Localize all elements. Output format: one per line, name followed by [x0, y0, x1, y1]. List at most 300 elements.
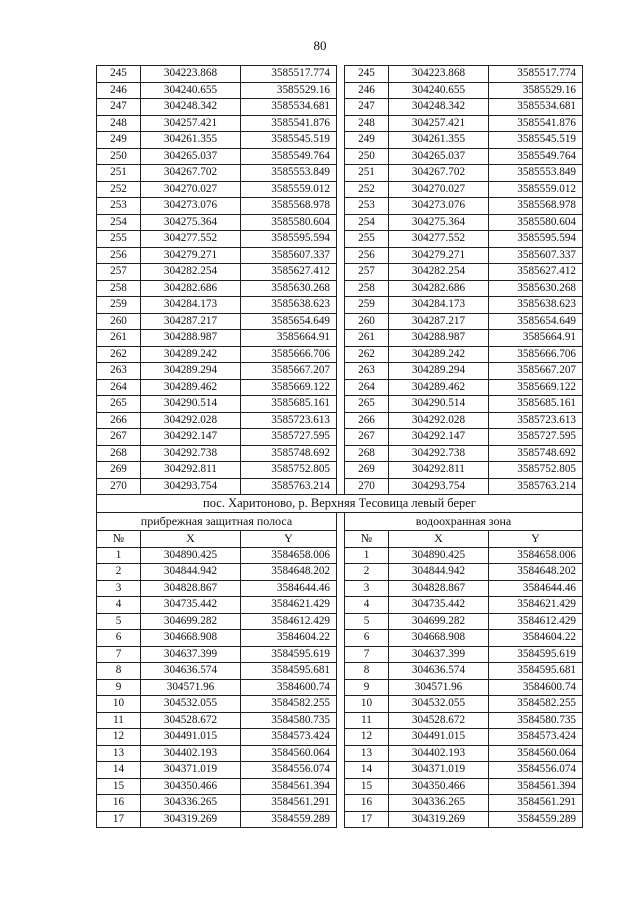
- point-number-left: 263: [97, 363, 141, 380]
- y-coordinate-left: 3585763.214: [241, 478, 337, 495]
- x-coordinate-left: 304288.987: [141, 330, 241, 347]
- point-number-left: 256: [97, 247, 141, 264]
- table-row: [97, 580, 583, 597]
- x-coordinate-right: 304287.217: [389, 313, 489, 330]
- x-coordinate-left: 304699.282: [141, 613, 241, 630]
- table-row: [97, 564, 583, 581]
- point-number-right: 255: [345, 231, 389, 248]
- y-coordinate-left: 3584644.46: [241, 580, 337, 597]
- point-number-right: 7: [345, 646, 389, 663]
- y-coordinate-right: 3585534.681: [489, 99, 583, 116]
- point-number-right: 266: [345, 412, 389, 429]
- point-number-left: 246: [97, 82, 141, 99]
- x-coordinate-left: 304292.738: [141, 445, 241, 462]
- point-number-left: 247: [97, 99, 141, 116]
- y-coordinate-right: 3585685.161: [489, 396, 583, 413]
- y-coordinate-right: 3584658.006: [489, 547, 583, 564]
- x-coordinate-left: 304319.269: [141, 811, 241, 828]
- table-row: [97, 148, 583, 165]
- point-number-left: 8: [97, 663, 141, 680]
- point-number-left: 270: [97, 478, 141, 495]
- y-coordinate-left: 3584559.289: [241, 811, 337, 828]
- header-y-left: Y: [241, 531, 337, 548]
- coordinates-table: [96, 65, 583, 828]
- point-number-right: 6: [345, 630, 389, 647]
- x-coordinate-left: 304571.96: [141, 679, 241, 696]
- table-row: [97, 280, 583, 297]
- y-coordinate-right: 3585763.214: [489, 478, 583, 495]
- y-coordinate-right: 3585669.122: [489, 379, 583, 396]
- page-number: 80: [313, 38, 327, 53]
- x-coordinate-left: 304292.028: [141, 412, 241, 429]
- point-number-left: 252: [97, 181, 141, 198]
- x-coordinate-left: 304257.421: [141, 115, 241, 132]
- point-number-right: 248: [345, 115, 389, 132]
- x-coordinate-left: 304290.514: [141, 396, 241, 413]
- point-number-right: 249: [345, 132, 389, 149]
- table-row: [97, 762, 583, 779]
- y-coordinate-left: 3585517.774: [241, 66, 337, 83]
- coordinates-sheet: [96, 65, 582, 828]
- x-coordinate-right: 304890.425: [389, 547, 489, 564]
- table-row: [97, 313, 583, 330]
- point-number-right: 262: [345, 346, 389, 363]
- x-coordinate-right: 304668.908: [389, 630, 489, 647]
- y-coordinate-left: 3585654.649: [241, 313, 337, 330]
- y-coordinate-right: 3584560.064: [489, 745, 583, 762]
- table-row: [97, 231, 583, 248]
- point-number-left: 7: [97, 646, 141, 663]
- point-number-left: 264: [97, 379, 141, 396]
- y-coordinate-right: 3585627.412: [489, 264, 583, 281]
- y-coordinate-right: 3584582.255: [489, 696, 583, 713]
- y-coordinate-left: 3585638.623: [241, 297, 337, 314]
- point-number-right: 8: [345, 663, 389, 680]
- x-coordinate-left: 304265.037: [141, 148, 241, 165]
- x-coordinate-left: 304844.942: [141, 564, 241, 581]
- x-coordinate-left: 304289.462: [141, 379, 241, 396]
- x-coordinate-right: 304637.399: [389, 646, 489, 663]
- point-number-right: 270: [345, 478, 389, 495]
- x-coordinate-right: 304844.942: [389, 564, 489, 581]
- point-number-right: 245: [345, 66, 389, 83]
- header-num-right: №: [345, 531, 389, 548]
- y-coordinate-left: 3584600.74: [241, 679, 337, 696]
- point-number-left: 6: [97, 630, 141, 647]
- y-coordinate-left: 3585595.594: [241, 231, 337, 248]
- point-number-left: 260: [97, 313, 141, 330]
- x-coordinate-right: 304402.193: [389, 745, 489, 762]
- x-coordinate-left: 304287.217: [141, 313, 241, 330]
- point-number-left: 11: [97, 712, 141, 729]
- y-coordinate-right: 3584580.735: [489, 712, 583, 729]
- y-coordinate-left: 3585559.012: [241, 181, 337, 198]
- point-number-right: 2: [345, 564, 389, 581]
- x-coordinate-left: 304528.672: [141, 712, 241, 729]
- x-coordinate-right: 304289.242: [389, 346, 489, 363]
- table-row: [97, 462, 583, 479]
- point-number-right: 15: [345, 778, 389, 795]
- y-coordinate-right: 3585559.012: [489, 181, 583, 198]
- y-coordinate-left: 3585549.764: [241, 148, 337, 165]
- x-coordinate-right: 304571.96: [389, 679, 489, 696]
- y-coordinate-right: 3584556.074: [489, 762, 583, 779]
- y-coordinate-right: 3585654.649: [489, 313, 583, 330]
- y-coordinate-left: 3584580.735: [241, 712, 337, 729]
- x-coordinate-right: 304282.686: [389, 280, 489, 297]
- table-row: [97, 363, 583, 380]
- point-number-left: 15: [97, 778, 141, 795]
- table-row: [97, 346, 583, 363]
- point-number-left: 16: [97, 795, 141, 812]
- y-coordinate-right: 3585541.876: [489, 115, 583, 132]
- y-coordinate-left: 3584556.074: [241, 762, 337, 779]
- x-coordinate-right: 304336.265: [389, 795, 489, 812]
- y-coordinate-left: 3584561.394: [241, 778, 337, 795]
- y-coordinate-left: 3584658.006: [241, 547, 337, 564]
- x-coordinate-left: 304284.173: [141, 297, 241, 314]
- x-coordinate-right: 304292.028: [389, 412, 489, 429]
- y-coordinate-right: 3585545.519: [489, 132, 583, 149]
- header-y-right: Y: [489, 531, 583, 548]
- x-coordinate-right: 304279.271: [389, 247, 489, 264]
- table-row: [97, 712, 583, 729]
- x-coordinate-right: 304735.442: [389, 597, 489, 614]
- x-coordinate-left: 304289.242: [141, 346, 241, 363]
- y-coordinate-left: 3584595.681: [241, 663, 337, 680]
- point-number-right: 267: [345, 429, 389, 446]
- table-row: [97, 181, 583, 198]
- x-coordinate-left: 304275.364: [141, 214, 241, 231]
- x-coordinate-left: 304277.552: [141, 231, 241, 248]
- point-number-left: 257: [97, 264, 141, 281]
- x-coordinate-left: 304336.265: [141, 795, 241, 812]
- point-number-left: 259: [97, 297, 141, 314]
- point-number-left: 255: [97, 231, 141, 248]
- x-coordinate-right: 304288.987: [389, 330, 489, 347]
- point-number-left: 1: [97, 547, 141, 564]
- point-number-left: 245: [97, 66, 141, 83]
- section-title: пос. Харитоново, р. Верхняя Тесовица левый берег: [97, 495, 583, 513]
- point-number-right: 10: [345, 696, 389, 713]
- table-row: [97, 412, 583, 429]
- y-coordinate-right: 3585667.207: [489, 363, 583, 380]
- table-row: [97, 445, 583, 462]
- y-coordinate-left: 3584595.619: [241, 646, 337, 663]
- y-coordinate-left: 3584561.291: [241, 795, 337, 812]
- point-number-left: 14: [97, 762, 141, 779]
- y-coordinate-right: 3585549.764: [489, 148, 583, 165]
- point-number-right: 9: [345, 679, 389, 696]
- point-number-left: 9: [97, 679, 141, 696]
- x-coordinate-right: 304248.342: [389, 99, 489, 116]
- x-coordinate-right: 304267.702: [389, 165, 489, 182]
- y-coordinate-right: 3584559.289: [489, 811, 583, 828]
- y-coordinate-left: 3585685.161: [241, 396, 337, 413]
- point-number-left: 13: [97, 745, 141, 762]
- y-coordinate-right: 3585517.774: [489, 66, 583, 83]
- table-row: [97, 613, 583, 630]
- y-coordinate-left: 3585529.16: [241, 82, 337, 99]
- y-coordinate-left: 3585630.268: [241, 280, 337, 297]
- x-coordinate-left: 304293.754: [141, 478, 241, 495]
- x-coordinate-right: 304293.754: [389, 478, 489, 495]
- x-coordinate-left: 304267.702: [141, 165, 241, 182]
- y-coordinate-right: 3584648.202: [489, 564, 583, 581]
- y-coordinate-right: 3584600.74: [489, 679, 583, 696]
- point-number-right: 250: [345, 148, 389, 165]
- table-row: [97, 679, 583, 696]
- point-number-left: 262: [97, 346, 141, 363]
- point-number-left: 254: [97, 214, 141, 231]
- y-coordinate-left: 3584621.429: [241, 597, 337, 614]
- point-number-left: 249: [97, 132, 141, 149]
- y-coordinate-right: 3585630.268: [489, 280, 583, 297]
- y-coordinate-left: 3585667.207: [241, 363, 337, 380]
- y-coordinate-right: 3584561.291: [489, 795, 583, 812]
- point-number-left: 3: [97, 580, 141, 597]
- y-coordinate-right: 3585595.594: [489, 231, 583, 248]
- point-number-left: 5: [97, 613, 141, 630]
- point-number-right: 263: [345, 363, 389, 380]
- x-coordinate-right: 304292.147: [389, 429, 489, 446]
- table-row: [97, 99, 583, 116]
- y-coordinate-right: 3584595.681: [489, 663, 583, 680]
- x-coordinate-right: 304284.173: [389, 297, 489, 314]
- y-coordinate-left: 3585669.122: [241, 379, 337, 396]
- y-coordinate-left: 3584612.429: [241, 613, 337, 630]
- table-row: [97, 778, 583, 795]
- y-coordinate-left: 3584582.255: [241, 696, 337, 713]
- point-number-left: 251: [97, 165, 141, 182]
- y-coordinate-left: 3585534.681: [241, 99, 337, 116]
- table-row: [97, 429, 583, 446]
- table-row: [97, 214, 583, 231]
- y-coordinate-right: 3584644.46: [489, 580, 583, 597]
- x-coordinate-left: 304240.655: [141, 82, 241, 99]
- point-number-right: 261: [345, 330, 389, 347]
- y-coordinate-left: 3585545.519: [241, 132, 337, 149]
- table-row: [97, 165, 583, 182]
- y-coordinate-left: 3584648.202: [241, 564, 337, 581]
- x-coordinate-right: 304528.672: [389, 712, 489, 729]
- x-coordinate-left: 304282.254: [141, 264, 241, 281]
- x-coordinate-left: 304828.867: [141, 580, 241, 597]
- y-coordinate-left: 3585752.805: [241, 462, 337, 479]
- x-coordinate-right: 304292.738: [389, 445, 489, 462]
- top-rows: [97, 66, 583, 495]
- table-row: [97, 264, 583, 281]
- y-coordinate-left: 3585553.849: [241, 165, 337, 182]
- y-coordinate-right: 3584561.394: [489, 778, 583, 795]
- x-coordinate-right: 304261.355: [389, 132, 489, 149]
- y-coordinate-left: 3585666.706: [241, 346, 337, 363]
- y-coordinate-right: 3585666.706: [489, 346, 583, 363]
- x-coordinate-left: 304292.147: [141, 429, 241, 446]
- table-row: [97, 696, 583, 713]
- point-number-left: 269: [97, 462, 141, 479]
- point-number-right: 246: [345, 82, 389, 99]
- point-number-right: 12: [345, 729, 389, 746]
- y-coordinate-right: 3584595.619: [489, 646, 583, 663]
- x-coordinate-left: 304491.015: [141, 729, 241, 746]
- x-coordinate-left: 304890.425: [141, 547, 241, 564]
- header-x-left: X: [141, 531, 241, 548]
- table-row: [97, 547, 583, 564]
- table-row: [97, 663, 583, 680]
- x-coordinate-left: 304735.442: [141, 597, 241, 614]
- table-row: [97, 729, 583, 746]
- section-header: [97, 495, 583, 548]
- point-number-right: 5: [345, 613, 389, 630]
- x-coordinate-right: 304699.282: [389, 613, 489, 630]
- header-x-right: X: [389, 531, 489, 548]
- x-coordinate-right: 304636.574: [389, 663, 489, 680]
- x-coordinate-right: 304290.514: [389, 396, 489, 413]
- x-coordinate-right: 304282.254: [389, 264, 489, 281]
- x-coordinate-right: 304240.655: [389, 82, 489, 99]
- table-row: [97, 66, 583, 83]
- y-coordinate-left: 3585541.876: [241, 115, 337, 132]
- x-coordinate-left: 304270.027: [141, 181, 241, 198]
- x-coordinate-right: 304223.868: [389, 66, 489, 83]
- y-coordinate-right: 3585748.692: [489, 445, 583, 462]
- point-number-right: 17: [345, 811, 389, 828]
- table-row: [97, 82, 583, 99]
- point-number-left: 250: [97, 148, 141, 165]
- x-coordinate-left: 304637.399: [141, 646, 241, 663]
- x-coordinate-right: 304275.364: [389, 214, 489, 231]
- table-row: [97, 646, 583, 663]
- y-coordinate-left: 3585664.91: [241, 330, 337, 347]
- point-number-right: 16: [345, 795, 389, 812]
- y-coordinate-right: 3585529.16: [489, 82, 583, 99]
- y-coordinate-left: 3584604.22: [241, 630, 337, 647]
- point-number-right: 268: [345, 445, 389, 462]
- point-number-right: 269: [345, 462, 389, 479]
- x-coordinate-right: 304265.037: [389, 148, 489, 165]
- x-coordinate-right: 304350.466: [389, 778, 489, 795]
- x-coordinate-right: 304371.019: [389, 762, 489, 779]
- table-row: [97, 396, 583, 413]
- table-row: [97, 745, 583, 762]
- point-number-left: 266: [97, 412, 141, 429]
- x-coordinate-right: 304828.867: [389, 580, 489, 597]
- y-coordinate-right: 3584604.22: [489, 630, 583, 647]
- column-headers: [97, 531, 583, 548]
- y-coordinate-right: 3585580.604: [489, 214, 583, 231]
- point-number-left: 265: [97, 396, 141, 413]
- point-number-right: 3: [345, 580, 389, 597]
- y-coordinate-left: 3585580.604: [241, 214, 337, 231]
- point-number-left: 17: [97, 811, 141, 828]
- point-number-left: 261: [97, 330, 141, 347]
- point-number-right: 4: [345, 597, 389, 614]
- y-coordinate-right: 3584621.429: [489, 597, 583, 614]
- bottom-rows: [97, 547, 583, 828]
- x-coordinate-right: 304532.055: [389, 696, 489, 713]
- table-row: [97, 597, 583, 614]
- y-coordinate-left: 3584573.424: [241, 729, 337, 746]
- point-number-right: 265: [345, 396, 389, 413]
- y-coordinate-left: 3585607.337: [241, 247, 337, 264]
- point-number-left: 248: [97, 115, 141, 132]
- point-number-right: 257: [345, 264, 389, 281]
- table-row: [97, 630, 583, 647]
- x-coordinate-left: 304668.908: [141, 630, 241, 647]
- x-coordinate-left: 304289.294: [141, 363, 241, 380]
- y-coordinate-right: 3585752.805: [489, 462, 583, 479]
- x-coordinate-right: 304257.421: [389, 115, 489, 132]
- y-coordinate-right: 3584612.429: [489, 613, 583, 630]
- x-coordinate-left: 304371.019: [141, 762, 241, 779]
- x-coordinate-left: 304636.574: [141, 663, 241, 680]
- y-coordinate-right: 3585723.613: [489, 412, 583, 429]
- right-zone-title: водоохранная зона: [345, 513, 583, 531]
- point-number-right: 260: [345, 313, 389, 330]
- point-number-left: 258: [97, 280, 141, 297]
- point-number-right: 1: [345, 547, 389, 564]
- y-coordinate-left: 3585727.595: [241, 429, 337, 446]
- table-row: [97, 330, 583, 347]
- table-row: [97, 811, 583, 828]
- point-number-right: 252: [345, 181, 389, 198]
- point-number-right: 13: [345, 745, 389, 762]
- x-coordinate-left: 304223.868: [141, 66, 241, 83]
- point-number-left: 10: [97, 696, 141, 713]
- x-coordinate-left: 304273.076: [141, 198, 241, 215]
- point-number-right: 264: [345, 379, 389, 396]
- point-number-right: 258: [345, 280, 389, 297]
- point-number-left: 12: [97, 729, 141, 746]
- x-coordinate-left: 304350.466: [141, 778, 241, 795]
- table-row: [97, 795, 583, 812]
- x-coordinate-left: 304261.355: [141, 132, 241, 149]
- header-num-left: №: [97, 531, 141, 548]
- y-coordinate-left: 3585748.692: [241, 445, 337, 462]
- point-number-left: 253: [97, 198, 141, 215]
- point-number-right: 247: [345, 99, 389, 116]
- table-row: [97, 132, 583, 149]
- x-coordinate-left: 304402.193: [141, 745, 241, 762]
- x-coordinate-right: 304292.811: [389, 462, 489, 479]
- point-number-right: 259: [345, 297, 389, 314]
- left-zone-title: прибрежная защитная полоса: [97, 513, 337, 531]
- point-number-right: 256: [345, 247, 389, 264]
- table-row: [97, 379, 583, 396]
- point-number-left: 268: [97, 445, 141, 462]
- table-row: [97, 115, 583, 132]
- x-coordinate-right: 304273.076: [389, 198, 489, 215]
- y-coordinate-left: 3584560.064: [241, 745, 337, 762]
- y-coordinate-right: 3585638.623: [489, 297, 583, 314]
- y-coordinate-left: 3585723.613: [241, 412, 337, 429]
- point-number-right: 254: [345, 214, 389, 231]
- y-coordinate-right: 3584573.424: [489, 729, 583, 746]
- x-coordinate-right: 304289.294: [389, 363, 489, 380]
- table-row: [97, 478, 583, 495]
- x-coordinate-left: 304248.342: [141, 99, 241, 116]
- x-coordinate-right: 304270.027: [389, 181, 489, 198]
- x-coordinate-right: 304319.269: [389, 811, 489, 828]
- point-number-right: 14: [345, 762, 389, 779]
- x-coordinate-left: 304282.686: [141, 280, 241, 297]
- x-coordinate-left: 304279.271: [141, 247, 241, 264]
- y-coordinate-right: 3585607.337: [489, 247, 583, 264]
- point-number-right: 253: [345, 198, 389, 215]
- point-number-left: 2: [97, 564, 141, 581]
- y-coordinate-right: 3585568.978: [489, 198, 583, 215]
